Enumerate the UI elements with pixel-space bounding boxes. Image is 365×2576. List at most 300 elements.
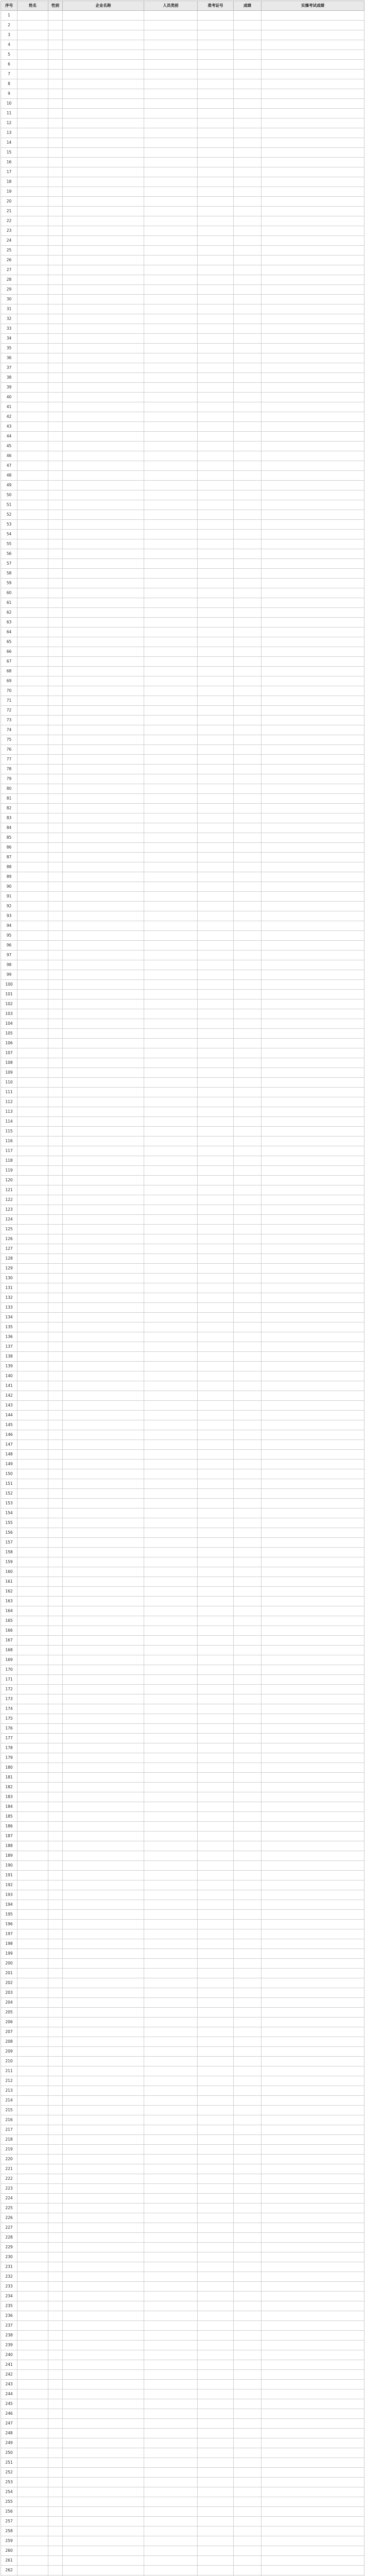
table-row — [1, 1362, 364, 1371]
cell-name — [18, 2194, 48, 2204]
cell-practical-score — [262, 2018, 364, 2027]
cell-practical-score — [262, 1137, 364, 1146]
cell-name — [18, 2125, 48, 2135]
cell-index: 67 — [1, 657, 18, 667]
cell-index: 29 — [1, 285, 18, 295]
cell-name — [18, 1538, 48, 1548]
cell-company — [63, 970, 144, 980]
cell-company — [63, 1058, 144, 1068]
cell-index: 140 — [1, 1371, 18, 1381]
cell-gender — [48, 725, 63, 735]
cell-index: 115 — [1, 1127, 18, 1137]
cell-company — [63, 1156, 144, 1166]
cell-name — [18, 1616, 48, 1626]
cell-index: 105 — [1, 1029, 18, 1039]
table-row — [1, 2213, 364, 2223]
cell-company — [63, 1920, 144, 1929]
table-row — [1, 2389, 364, 2399]
table-row — [1, 2184, 364, 2194]
cell-score — [234, 931, 262, 941]
cell-gender — [48, 559, 63, 569]
cell-company — [63, 1636, 144, 1646]
cell-practical-score — [262, 2086, 364, 2096]
cell-name — [18, 1137, 48, 1146]
cell-score — [234, 2047, 262, 2057]
cell-exam-number — [198, 2272, 234, 2282]
table-row — [1, 598, 364, 608]
cell-name — [18, 2448, 48, 2458]
cell-category — [144, 1107, 198, 1117]
cell-gender — [48, 1342, 63, 1352]
cell-index: 146 — [1, 1430, 18, 1440]
cell-score — [234, 2429, 262, 2438]
cell-gender — [48, 265, 63, 275]
cell-gender — [48, 618, 63, 628]
cell-name — [18, 1215, 48, 1225]
cell-name — [18, 256, 48, 265]
cell-gender — [48, 334, 63, 344]
cell-practical-score — [262, 2164, 364, 2174]
cell-exam-number — [198, 334, 234, 344]
cell-company — [63, 2155, 144, 2164]
cell-exam-number — [198, 921, 234, 931]
cell-score — [234, 1675, 262, 1685]
cell-name — [18, 500, 48, 510]
table-row — [1, 1636, 364, 1646]
cell-score — [234, 2145, 262, 2155]
cell-practical-score — [262, 344, 364, 353]
table-row — [1, 2438, 364, 2448]
cell-company — [63, 1371, 144, 1381]
cell-practical-score — [262, 2527, 364, 2536]
table-row — [1, 853, 364, 862]
cell-practical-score — [262, 588, 364, 598]
table-row — [1, 2086, 364, 2096]
cell-company — [63, 1548, 144, 1557]
cell-gender — [48, 549, 63, 559]
cell-practical-score — [262, 1313, 364, 1323]
cell-name — [18, 1107, 48, 1117]
cell-name — [18, 1509, 48, 1518]
cell-name — [18, 471, 48, 481]
cell-gender — [48, 207, 63, 216]
cell-index: 136 — [1, 1332, 18, 1342]
cell-gender — [48, 706, 63, 716]
cell-category — [144, 500, 198, 510]
cell-exam-number — [198, 1029, 234, 1039]
cell-exam-number — [198, 1039, 234, 1048]
cell-name — [18, 1205, 48, 1215]
cell-practical-score — [262, 882, 364, 892]
cell-exam-number — [198, 2184, 234, 2194]
cell-category — [144, 197, 198, 207]
cell-company — [63, 2066, 144, 2076]
cell-practical-score — [262, 696, 364, 706]
table-row — [1, 1792, 364, 1802]
cell-category — [144, 1303, 198, 1313]
cell-index: 151 — [1, 1479, 18, 1489]
cell-exam-number — [198, 2458, 234, 2468]
cell-company — [63, 1137, 144, 1146]
cell-gender — [48, 1107, 63, 1117]
cell-exam-number — [198, 246, 234, 256]
cell-company — [63, 2458, 144, 2468]
cell-index: 77 — [1, 755, 18, 765]
cell-index: 58 — [1, 569, 18, 579]
cell-index: 201 — [1, 1969, 18, 1978]
cell-category — [144, 1822, 198, 1832]
table-row — [1, 1342, 364, 1352]
cell-name — [18, 960, 48, 970]
cell-category — [144, 2546, 198, 2556]
cell-practical-score — [262, 765, 364, 774]
cell-gender — [48, 765, 63, 774]
table-row — [1, 2429, 364, 2438]
cell-category — [144, 686, 198, 696]
cell-index: 86 — [1, 843, 18, 853]
cell-practical-score — [262, 1205, 364, 1215]
cell-exam-number — [198, 902, 234, 911]
cell-score — [234, 1332, 262, 1342]
cell-score — [234, 2380, 262, 2389]
cell-company — [63, 2566, 144, 2575]
cell-category — [144, 951, 198, 960]
cell-index: 150 — [1, 1469, 18, 1479]
cell-score — [234, 1910, 262, 1920]
cell-gender — [48, 755, 63, 765]
cell-index: 157 — [1, 1538, 18, 1548]
cell-name — [18, 1469, 48, 1479]
cell-name — [18, 1920, 48, 1929]
table-row — [1, 1802, 364, 1812]
cell-index: 8 — [1, 79, 18, 89]
cell-company — [63, 1411, 144, 1420]
table-row — [1, 2008, 364, 2018]
cell-company — [63, 1009, 144, 1019]
cell-gender — [48, 2497, 63, 2507]
table-row — [1, 579, 364, 588]
cell-name — [18, 1088, 48, 1097]
cell-company — [63, 1724, 144, 1734]
cell-company — [63, 2135, 144, 2145]
table-row — [1, 1048, 364, 1058]
cell-name — [18, 2311, 48, 2321]
cell-name — [18, 1440, 48, 1450]
cell-gender — [48, 2360, 63, 2370]
cell-exam-number — [198, 2282, 234, 2292]
cell-company — [63, 2321, 144, 2331]
cell-gender — [48, 1166, 63, 1176]
cell-score — [234, 177, 262, 187]
cell-exam-number — [198, 50, 234, 60]
cell-company — [63, 706, 144, 716]
cell-gender — [48, 1753, 63, 1763]
cell-category — [144, 295, 198, 304]
cell-exam-number — [198, 2194, 234, 2204]
cell-name — [18, 109, 48, 118]
cell-company — [63, 1812, 144, 1822]
cell-category — [144, 2018, 198, 2027]
cell-category — [144, 1058, 198, 1068]
cell-score — [234, 1548, 262, 1557]
cell-practical-score — [262, 1753, 364, 1763]
cell-name — [18, 1646, 48, 1655]
cell-name — [18, 1411, 48, 1420]
cell-category — [144, 1969, 198, 1978]
cell-score — [234, 373, 262, 383]
cell-index: 175 — [1, 1714, 18, 1724]
cell-company — [63, 931, 144, 941]
cell-company — [63, 843, 144, 853]
cell-exam-number — [198, 1068, 234, 1078]
cell-practical-score — [262, 1998, 364, 2008]
table-row — [1, 1714, 364, 1724]
table-row — [1, 804, 364, 814]
cell-gender — [48, 1156, 63, 1166]
cell-category — [144, 60, 198, 70]
table-row — [1, 2497, 364, 2507]
cell-index: 92 — [1, 902, 18, 911]
cell-name — [18, 833, 48, 843]
cell-category — [144, 11, 198, 21]
cell-exam-number — [198, 647, 234, 657]
cell-name — [18, 980, 48, 990]
cell-index: 161 — [1, 1577, 18, 1587]
cell-practical-score — [262, 2145, 364, 2155]
cell-exam-number — [198, 1371, 234, 1381]
cell-category — [144, 1675, 198, 1685]
cell-exam-number — [198, 2125, 234, 2135]
cell-exam-number — [198, 1890, 234, 1900]
cell-name — [18, 1313, 48, 1323]
cell-gender — [48, 970, 63, 980]
cell-category — [144, 2125, 198, 2135]
cell-index: 245 — [1, 2399, 18, 2409]
cell-name — [18, 2164, 48, 2174]
cell-category — [144, 2409, 198, 2419]
cell-company — [63, 402, 144, 412]
cell-name — [18, 804, 48, 814]
cell-exam-number — [198, 1557, 234, 1567]
cell-practical-score — [262, 1665, 364, 1675]
cell-practical-score — [262, 1420, 364, 1430]
cell-practical-score — [262, 1009, 364, 1019]
cell-category — [144, 1440, 198, 1450]
table-row — [1, 1832, 364, 1841]
cell-name — [18, 2047, 48, 2057]
cell-exam-number — [198, 138, 234, 148]
cell-company — [63, 2292, 144, 2301]
table-row — [1, 2047, 364, 2057]
cell-exam-number — [198, 1528, 234, 1538]
cell-index: 34 — [1, 334, 18, 344]
cell-index: 118 — [1, 1156, 18, 1166]
cell-name — [18, 823, 48, 833]
cell-practical-score — [262, 2076, 364, 2086]
cell-gender — [48, 177, 63, 187]
cell-name — [18, 2341, 48, 2350]
cell-category — [144, 50, 198, 60]
cell-gender — [48, 1714, 63, 1724]
cell-score — [234, 500, 262, 510]
table-row — [1, 2419, 364, 2429]
cell-practical-score — [262, 1401, 364, 1411]
cell-name — [18, 569, 48, 579]
cell-index: 172 — [1, 1685, 18, 1694]
cell-category — [144, 999, 198, 1009]
table-row — [1, 814, 364, 823]
cell-name — [18, 1587, 48, 1597]
cell-company — [63, 1880, 144, 1890]
cell-company — [63, 2252, 144, 2262]
cell-practical-score — [262, 1352, 364, 1362]
cell-exam-number — [198, 109, 234, 118]
cell-practical-score — [262, 1812, 364, 1822]
cell-company — [63, 1851, 144, 1861]
cell-name — [18, 1988, 48, 1998]
cell-index: 60 — [1, 588, 18, 598]
cell-category — [144, 784, 198, 794]
cell-name — [18, 21, 48, 30]
cell-score — [234, 530, 262, 539]
cell-practical-score — [262, 2360, 364, 2370]
cell-category — [144, 1978, 198, 1988]
cell-category — [144, 21, 198, 30]
cell-index: 182 — [1, 1783, 18, 1792]
cell-score — [234, 1714, 262, 1724]
cell-score — [234, 1518, 262, 1528]
cell-company — [63, 2497, 144, 2507]
table-row — [1, 275, 364, 285]
cell-gender — [48, 990, 63, 999]
cell-index: 262 — [1, 2566, 18, 2575]
cell-practical-score — [262, 520, 364, 530]
cell-gender — [48, 1655, 63, 1665]
cell-score — [234, 11, 262, 21]
cell-practical-score — [262, 1283, 364, 1293]
cell-gender — [48, 451, 63, 461]
cell-category — [144, 1283, 198, 1293]
cell-company — [63, 1039, 144, 1048]
table-row — [1, 363, 364, 373]
cell-name — [18, 637, 48, 647]
cell-score — [234, 598, 262, 608]
cell-index: 43 — [1, 422, 18, 432]
cell-name — [18, 2438, 48, 2448]
cell-name — [18, 951, 48, 960]
cell-practical-score — [262, 1851, 364, 1861]
cell-score — [234, 1626, 262, 1636]
cell-category — [144, 2174, 198, 2184]
cell-index: 14 — [1, 138, 18, 148]
cell-exam-number — [198, 1362, 234, 1371]
cell-category — [144, 902, 198, 911]
table-row — [1, 1841, 364, 1851]
cell-company — [63, 1205, 144, 1215]
cell-score — [234, 1244, 262, 1254]
cell-practical-score — [262, 490, 364, 500]
cell-index: 173 — [1, 1694, 18, 1704]
cell-practical-score — [262, 853, 364, 862]
cell-gender — [48, 1420, 63, 1430]
cell-practical-score — [262, 637, 364, 647]
cell-index: 147 — [1, 1440, 18, 1450]
cell-gender — [48, 412, 63, 422]
cell-practical-score — [262, 2468, 364, 2478]
table-row — [1, 216, 364, 226]
column-header-category: 人员类别 — [144, 1, 198, 11]
cell-gender — [48, 216, 63, 226]
cell-index: 108 — [1, 1058, 18, 1068]
cell-gender — [48, 745, 63, 755]
cell-category — [144, 510, 198, 520]
cell-exam-number — [198, 2018, 234, 2027]
cell-exam-number — [198, 1469, 234, 1479]
table-row — [1, 1303, 364, 1313]
cell-practical-score — [262, 911, 364, 921]
cell-gender — [48, 2311, 63, 2321]
cell-category — [144, 79, 198, 89]
table-row — [1, 1293, 364, 1303]
cell-exam-number — [198, 2517, 234, 2527]
cell-company — [63, 1127, 144, 1137]
table-row — [1, 197, 364, 207]
cell-score — [234, 471, 262, 481]
cell-name — [18, 2018, 48, 2027]
cell-company — [63, 295, 144, 304]
cell-category — [144, 1019, 198, 1029]
cell-name — [18, 931, 48, 941]
cell-exam-number — [198, 2399, 234, 2409]
cell-gender — [48, 960, 63, 970]
cell-name — [18, 1597, 48, 1606]
cell-category — [144, 226, 198, 236]
cell-company — [63, 510, 144, 520]
cell-score — [234, 2370, 262, 2380]
cell-name — [18, 304, 48, 314]
cell-name — [18, 422, 48, 432]
cell-name — [18, 1244, 48, 1254]
cell-score — [234, 2018, 262, 2027]
table-row — [1, 2409, 364, 2419]
cell-category — [144, 2438, 198, 2448]
cell-exam-number — [198, 2487, 234, 2497]
cell-name — [18, 2468, 48, 2478]
cell-practical-score — [262, 1176, 364, 1185]
cell-category — [144, 1548, 198, 1557]
cell-category — [144, 530, 198, 539]
cell-gender — [48, 2438, 63, 2448]
cell-name — [18, 177, 48, 187]
cell-company — [63, 2429, 144, 2438]
cell-gender — [48, 1078, 63, 1088]
cell-category — [144, 1313, 198, 1323]
cell-practical-score — [262, 2497, 364, 2507]
cell-name — [18, 676, 48, 686]
cell-category — [144, 637, 198, 647]
cell-score — [234, 1146, 262, 1156]
table-row — [1, 1783, 364, 1792]
cell-company — [63, 1802, 144, 1812]
cell-exam-number — [198, 344, 234, 353]
cell-index: 248 — [1, 2429, 18, 2438]
cell-company — [63, 1646, 144, 1655]
cell-index: 241 — [1, 2360, 18, 2370]
table-row — [1, 1185, 364, 1195]
cell-gender — [48, 1225, 63, 1234]
cell-practical-score — [262, 1910, 364, 1920]
cell-name — [18, 598, 48, 608]
